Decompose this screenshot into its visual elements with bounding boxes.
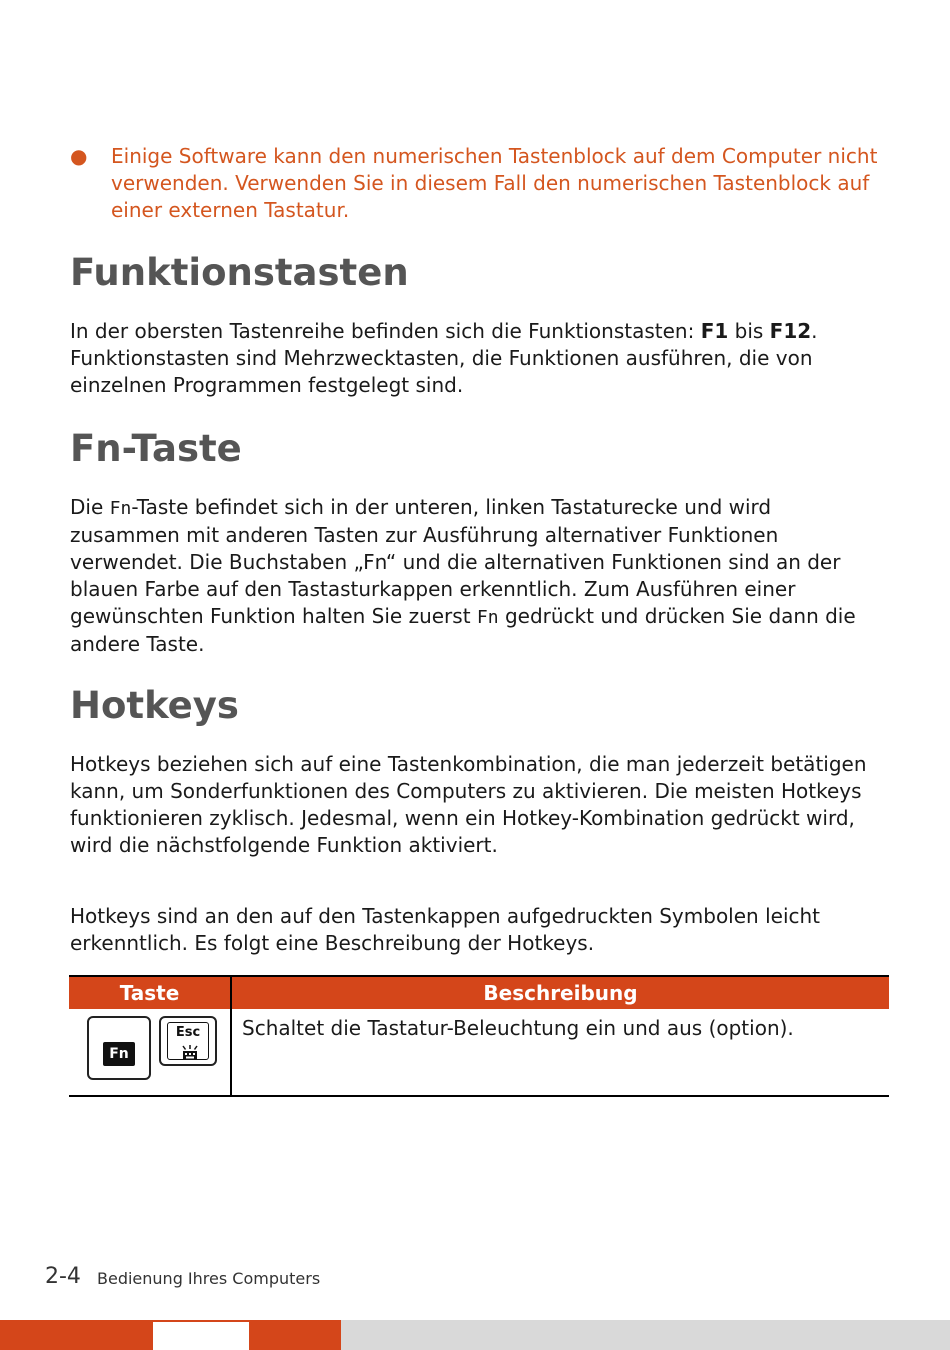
heading-funktionstasten: Funktionstasten <box>70 251 409 294</box>
paragraph-hotkeys-2: Hotkeys sind an den auf den Tastenkappen aufgedruckten Symbolen leicht erkenntlich. Es folgt eine Beschreibung der Hotkeys. <box>70 904 821 955</box>
fn-key-icon <box>87 1016 151 1080</box>
heading-hotkeys: Hotkeys <box>70 684 239 727</box>
esc-key-label: Esc <box>175 1025 201 1040</box>
text-run: gedrückt und drücken Sie dann die andere Taste. <box>70 604 856 656</box>
esc-keyboard-backlight-key-icon <box>159 1016 217 1066</box>
text-run: bis <box>728 319 770 343</box>
table-header-row <box>69 976 889 1009</box>
hotkey-table <box>69 975 889 1097</box>
description-cell: Schaltet die Tastatur-Beleuchtung ein und aus (option). <box>231 1009 889 1096</box>
paragraph-fn-taste <box>70 494 885 658</box>
chapter-title: Bedienung Ihres Computers <box>97 1269 321 1288</box>
footer-bar-orange-right <box>249 1320 341 1350</box>
footer-bar-gray <box>341 1320 950 1350</box>
paragraph-funktionstasten <box>70 318 885 399</box>
column-header-taste: Taste <box>69 976 231 1009</box>
footer-bar-gap <box>153 1320 249 1350</box>
key-fn: Fn <box>109 498 132 519</box>
footer-bar-orange-left <box>0 1320 153 1350</box>
table-row <box>69 1009 889 1096</box>
text-run: . Funktionstasten sind Mehrzwecktasten, die Funktionen ausführen, die von einzelnen Programmen festgelegt sind. <box>70 319 818 397</box>
heading-fn-taste: Fn-Taste <box>70 427 242 470</box>
text-run: In der obersten Tastenreihe befinden sich die Funktionstasten: <box>70 319 701 343</box>
column-header-beschreibung: Beschreibung <box>231 976 889 1009</box>
key-f1: F1 <box>700 319 729 343</box>
note-bullet-item <box>70 143 890 224</box>
key-fn: Fn <box>476 607 499 628</box>
fn-key-label: Fn <box>103 1042 135 1066</box>
bullet-icon: ● <box>70 144 88 168</box>
key-f12: F12 <box>769 319 812 343</box>
key-cap-inner <box>167 1022 209 1060</box>
text-run: -Taste befindet sich in der unteren, linken Tastaturecke und wird zusammen mit anderen Tasten zur Ausführung alternativer Funktionen verwendet. Die Buchstaben „Fn“ und die alternativen Funktionen sind an der blauen Farbe auf den Tastasturkappen erkenntlich. Zum Ausführen einer gewünschten Funktion halten Sie zuerst <box>70 495 841 628</box>
key-combination-cell <box>69 1009 231 1096</box>
paragraph-hotkeys-1: Hotkeys beziehen sich auf eine Tastenkombination, die man jederzeit betätigen kann, um Sonderfunktionen des Computers zu aktivieren. Die meisten Hotkeys funktionieren zyklisch. Jedesmal, wenn ein Hotkey-Kombination gedrückt wird, wird die nächstfolgende Funktion aktiviert. <box>70 752 867 857</box>
page-number: 2-4 <box>45 1264 81 1289</box>
keyboard-backlight-icon <box>180 1045 200 1061</box>
note-text: Einige Software kann den numerischen Tastenblock auf dem Computer nicht verwenden. Verwenden Sie in diesem Fall den numerischen Tastenblock auf einer externen Tastatur. <box>111 144 878 222</box>
text-run: Die <box>70 495 110 519</box>
